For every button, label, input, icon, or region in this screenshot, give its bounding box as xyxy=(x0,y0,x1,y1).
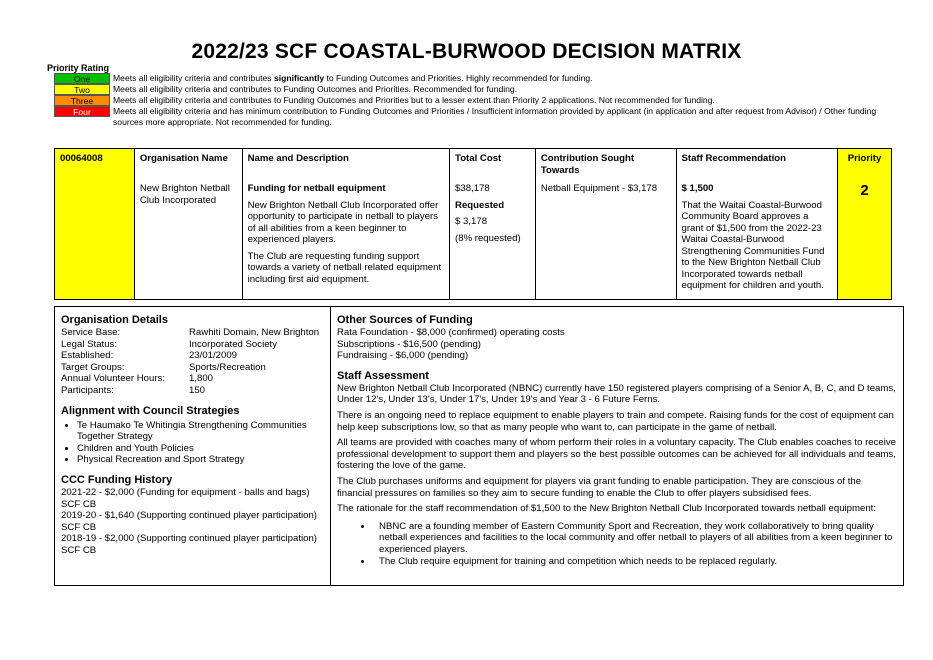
detail-value: 23/01/2009 xyxy=(189,350,238,362)
total-cost-value: $38,178 xyxy=(455,183,490,194)
requested-label: Requested xyxy=(455,199,505,211)
detail-row xyxy=(61,350,324,362)
alignment-heading: Alignment with Council Strategies xyxy=(61,404,240,417)
legend-row-three xyxy=(54,95,884,106)
assessment-paragraph: The Club purchases uniforms and equipment for players via grant funding to enable participation. They are conscious of the financial pressures on families so they aim to secure funding to enable the Club to offer players subsidised fees. xyxy=(337,475,862,499)
contribution-column xyxy=(536,149,677,299)
list-item: • The Club require equipment for training and competition which needs to be replaced regularly. xyxy=(373,556,897,568)
legend-text-three: Meets all eligibility criteria and contributes to Funding Outcomes and Priorities but to a lesser extent than Priority 2 applications. Not recommended for funding. xyxy=(113,95,715,105)
legend-swatch-one: One xyxy=(54,73,110,84)
detail-label: Legal Status: xyxy=(61,338,118,350)
priority-legend xyxy=(54,73,884,127)
list-item: Fundraising - $6,000 (pending) xyxy=(337,350,469,362)
detail-value: 150 xyxy=(189,384,206,396)
detail-value: Incorporated Society xyxy=(189,338,277,350)
legend-row-one xyxy=(54,73,884,84)
organisation-name: New Brighton Netball Club Incorporated xyxy=(139,183,230,206)
staff-assessment-heading: Staff Assessment xyxy=(337,369,429,382)
detail-label: Service Base: xyxy=(61,327,121,338)
assessment-paragraph: The rationale for the staff recommendation of $1,500 to the New Brighton Netball Club Incorporated towards netball equipment: xyxy=(337,503,876,515)
legend-text-one: Meets all eligibility criteria and contributes significantly to Funding Outcomes and Priorities. Highly recommended for funding. xyxy=(113,73,593,83)
total-cost-header: Total Cost xyxy=(455,153,502,164)
legend-row-four xyxy=(54,106,884,127)
detail-value: Sports/Recreation xyxy=(189,361,266,373)
assessment-paragraph: New Brighton Netball Club Incorporated (NBNC) currently have 150 registered players comprising of a Senior A, B, C, and D teams, Under 12's, Under 13's, Under 17's, Under 19's and Year 3 - 6 Future Ferns. xyxy=(337,382,896,406)
requested-percentage: (8% requested) xyxy=(455,232,521,244)
application-id-cell xyxy=(55,149,135,299)
assessment-paragraph: All teams are provided with coaches many of whom perform their roles in a voluntary capacity. The Club enables coaches to receive professional development to support them and players so the best possible outcomes can be achieved for all individuals and teams, fostering the love of the game. xyxy=(337,437,897,472)
legend-swatch-two: Two xyxy=(54,84,110,95)
detail-label: Target Groups: xyxy=(61,361,125,373)
name-description-column xyxy=(243,149,450,299)
other-funding-heading: Other Sources of Funding xyxy=(337,314,473,326)
page-title: 2022/23 SCF COASTAL-BURWOOD DECISION MATRIX xyxy=(191,40,742,63)
rationale-list xyxy=(337,521,897,567)
right-details-pane xyxy=(331,307,903,585)
detail-row xyxy=(61,327,324,339)
list-item: • Te Haumako Te Whitingia Strengthening Communities Together Strategy xyxy=(77,420,324,443)
detail-label: Annual Volunteer Hours: xyxy=(61,373,165,385)
detail-label: Participants: xyxy=(61,384,114,396)
requested-amount: $ 3,178 xyxy=(455,216,488,227)
detail-value: Rawhiti Domain, New Brighton xyxy=(189,327,320,338)
application-id: 00064008 xyxy=(60,153,103,164)
legend-row-two xyxy=(54,84,884,95)
organisation-name-header: Organisation Name xyxy=(139,153,228,164)
project-title: Funding for netball equipment xyxy=(247,183,386,194)
list-item: 2021-22 - $2,000 (Funding for equipment - balls and bags) SCF CB xyxy=(61,486,310,510)
staff-recommendation-text: That the Waitai Coastal-Burwood Community Board approves a grant of $1,500 from the 2022-23 Waitai Coastal-Burwood Strengthening Communities Fund to the New Brighton Netball Club Incorporated towards netball equipment for children and youth. xyxy=(681,199,825,291)
list-item: 2018-19 - $2,000 (Supporting continued player participation) SCF CB xyxy=(61,533,318,556)
alignment-list xyxy=(61,420,324,466)
detail-row xyxy=(61,385,324,397)
decision-matrix-table xyxy=(54,148,892,300)
legend-text-two: Meets all eligibility criteria and contributes to Funding Outcomes and Priorities. Recommended for funding. xyxy=(113,84,518,94)
contribution-header: Contribution Sought Towards xyxy=(540,153,635,176)
staff-recommendation-amount: $ 1,500 xyxy=(681,183,714,194)
assessment-paragraph: There is an ongoing need to replace equipment to enable players to train and compete. Raising funds for the cost of equipment can help keep subscriptions low, so that as many people who want to, can participate in the game of netball. xyxy=(337,409,894,433)
list-item: • Physical Recreation and Sport Strategy xyxy=(77,454,324,466)
funding-history-heading: CCC Funding History xyxy=(61,473,173,486)
list-item: • NBNC are a founding member of Eastern Community Sport and Recreation, they work collaboratively to bring quality netball experiences and facilities to the local community and offer netball to players of all abilities from a keen beginner to experienced players. xyxy=(373,521,897,556)
total-cost-column xyxy=(450,149,536,299)
detail-row xyxy=(61,362,324,374)
detail-row xyxy=(61,339,324,351)
left-details-pane xyxy=(55,307,331,585)
organisation-column xyxy=(135,149,243,299)
staff-recommendation-header: Staff Recommendation xyxy=(681,153,786,164)
project-description: New Brighton Netball Club Incorporated offer opportunity to participate in netball to players of all abilities from a keen beginner to experienced players. xyxy=(247,199,439,245)
priority-rating-heading: Priority Rating xyxy=(47,63,110,73)
legend-swatch-three: Three xyxy=(54,95,110,106)
legend-text-four: Meets all eligibility criteria and has minimum contribution to Funding Outcomes and Priorities / Insufficient information provided by applicant (in application and after request from Advisor) / Other funding sources more appropriate. Not recommended for funding. xyxy=(113,106,877,127)
organisation-details-heading: Organisation Details xyxy=(61,314,168,326)
detail-row xyxy=(61,373,324,385)
priority-value: 2 xyxy=(860,182,869,199)
list-item: Subscriptions - $16,500 (pending) xyxy=(337,338,481,350)
list-item: • Children and Youth Policies xyxy=(77,443,324,455)
detail-label: Established: xyxy=(61,350,114,362)
contribution-value: Netball Equipment - $3,178 xyxy=(540,183,658,194)
legend-swatch-four: Four xyxy=(54,106,110,117)
staff-recommendation-column xyxy=(677,149,839,299)
details-panel xyxy=(54,306,904,586)
priority-column xyxy=(838,149,891,299)
list-item: 2019-20 - $1,640 (Supporting continued player participation) SCF CB xyxy=(61,510,318,533)
list-item: Rata Foundation - $8,000 (confirmed) operating costs xyxy=(337,327,565,338)
priority-header: Priority xyxy=(847,153,882,164)
name-description-header: Name and Description xyxy=(247,153,349,164)
project-request-description: The Club are requesting funding support towards a variety of netball related equipment including first aid equipment. xyxy=(247,250,442,285)
detail-value: 1,800 xyxy=(189,373,214,385)
